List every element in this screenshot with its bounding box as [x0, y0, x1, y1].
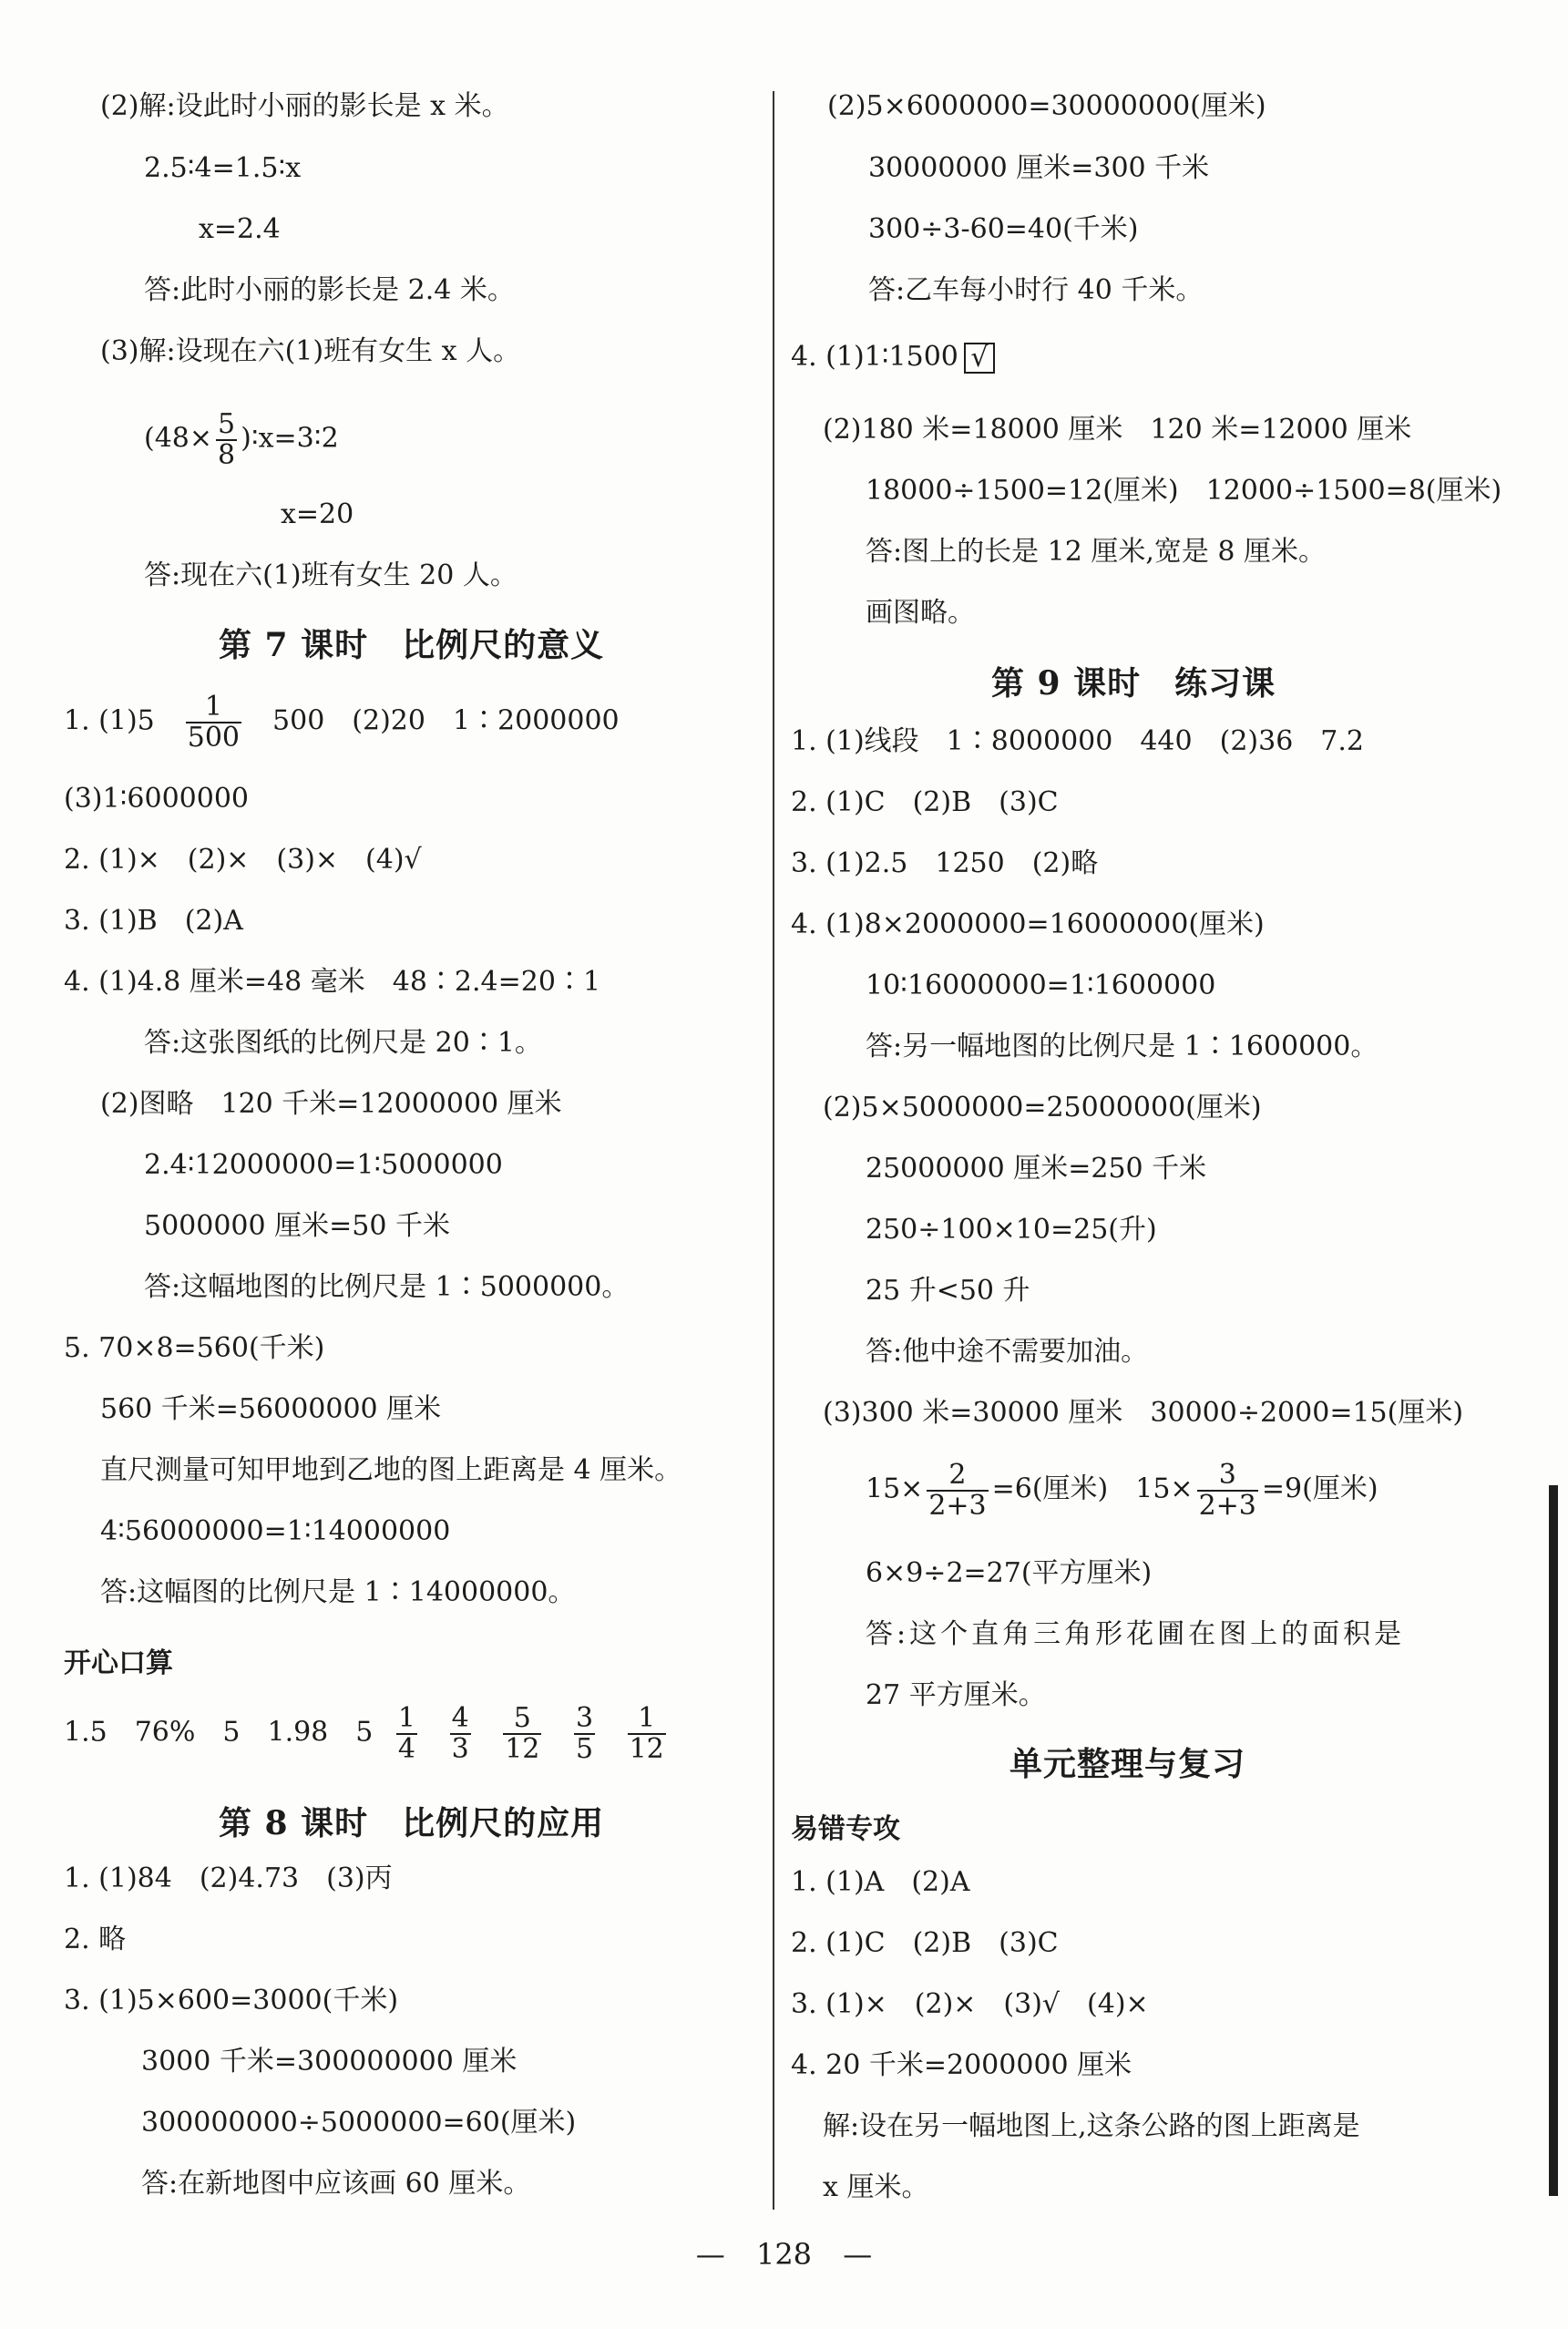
- line: (2)5×6000000=30000000(厘米): [827, 90, 1266, 122]
- line: 4∶56000000=1∶14000000: [100, 1515, 451, 1547]
- denominator: 12: [629, 1732, 664, 1765]
- numerator: 1: [397, 1702, 416, 1734]
- line: 答:他中途不需要加油。: [866, 1336, 1149, 1368]
- line: 2. (1)× (2)× (3)× (4)√: [64, 844, 422, 876]
- line: (3)1∶6000000: [64, 783, 249, 815]
- denominator: 2+3: [1198, 1489, 1256, 1522]
- text: 500 (2)20 1∶2000000: [272, 704, 620, 737]
- dash-left: —: [695, 2237, 725, 2272]
- line: 解:设在另一幅地图上,这条公路的图上距离是: [823, 2110, 1360, 2142]
- line: 4. 20 千米=2000000 厘米: [791, 2049, 1132, 2081]
- line: 30000000 厘米=300 千米: [868, 152, 1210, 184]
- text: )∶x=3∶2: [241, 422, 339, 455]
- subheading-error-prone: 易错专攻: [791, 1813, 900, 1845]
- fraction: [503, 1704, 541, 1763]
- numerator: 1: [628, 1704, 666, 1735]
- line: x=2.4: [199, 213, 281, 245]
- line: 直尺测量可知甲地到乙地的图上距离是 4 厘米。: [100, 1454, 682, 1486]
- fraction: [216, 410, 237, 469]
- text: 1. (1)5: [64, 704, 155, 737]
- denominator: 2+3: [928, 1489, 987, 1522]
- numerator: 4: [451, 1702, 469, 1734]
- dash-right: —: [843, 2237, 873, 2272]
- fraction: [186, 693, 241, 752]
- subheading-mental-math: 开心口算: [64, 1647, 173, 1679]
- line: 3. (1)× (2)× (3)√ (4)×: [791, 1988, 1149, 2020]
- fraction: [396, 1704, 417, 1763]
- line: (3)300 米=30000 厘米 30000÷2000=15(厘米): [823, 1397, 1464, 1429]
- line: 2.4∶12000000=1∶5000000: [144, 1149, 503, 1181]
- line: 1. (1)A (2)A: [791, 1866, 970, 1898]
- fraction: [450, 1704, 471, 1763]
- line: 1. (1)84 (2)4.73 (3)丙: [64, 1862, 393, 1894]
- fraction-line: [144, 410, 339, 469]
- line: 4. (1)8×2000000=16000000(厘米): [791, 908, 1265, 940]
- line: 2. 略: [64, 1924, 127, 1955]
- fraction: [574, 1704, 595, 1763]
- line: 答:现在六(1)班有女生 20 人。: [144, 559, 518, 591]
- fraction-line: [64, 693, 620, 752]
- line: 答:这个直角三角形花圃在图上的面积是: [866, 1618, 1406, 1650]
- line: 答:这幅地图的比例尺是 1∶5000000。: [144, 1271, 630, 1303]
- line: 5. 70×8=560(千米): [64, 1332, 325, 1364]
- denominator: 8: [218, 438, 236, 471]
- line: x 厘米。: [823, 2171, 929, 2203]
- line-with-checkbox: [791, 342, 995, 374]
- line: 2. (1)C (2)B (3)C: [791, 786, 1059, 818]
- line: 答:这幅图的比例尺是 1∶14000000。: [100, 1576, 576, 1608]
- line: 5000000 厘米=50 千米: [144, 1210, 450, 1242]
- line: 2.5∶4=1.5∶x: [144, 152, 302, 184]
- line: (3)解:设现在六(1)班有女生 x 人。: [100, 335, 521, 367]
- fraction: [927, 1461, 988, 1520]
- denominator: 5: [575, 1732, 594, 1765]
- line: 18000÷1500=12(厘米) 12000÷1500=8(厘米): [866, 475, 1502, 507]
- fraction-line: [866, 1461, 1378, 1520]
- text: (48×: [144, 422, 213, 455]
- text: =6(厘米) 15×: [991, 1472, 1194, 1505]
- fraction: [1197, 1461, 1258, 1520]
- section-title-lesson-8: 第 8 课时 比例尺的应用: [219, 1804, 605, 1842]
- column-divider: [773, 91, 774, 2210]
- line: 答:这张图纸的比例尺是 20∶1。: [144, 1027, 542, 1059]
- numerator: 5: [503, 1704, 541, 1735]
- line: 250÷100×10=25(升): [866, 1214, 1157, 1246]
- line: 25 升<50 升: [866, 1275, 1030, 1307]
- line: 4. (1)4.8 厘米=48 毫米 48∶2.4=20∶1: [64, 966, 601, 998]
- denominator: 12: [505, 1732, 540, 1765]
- numerator: 3: [575, 1702, 594, 1734]
- section-title-lesson-9: 第 9 课时 练习课: [991, 664, 1276, 703]
- text: =9(厘米): [1261, 1472, 1378, 1505]
- line: (2)图略 120 千米=12000000 厘米: [100, 1088, 562, 1120]
- text: 4. (1)1∶1500: [791, 341, 958, 373]
- line: 27 平方厘米。: [866, 1679, 1046, 1711]
- text: 1.5 76% 5 1.98 5: [64, 1716, 374, 1749]
- line: (2)180 米=18000 厘米 120 米=12000 厘米: [823, 414, 1412, 446]
- line: 画图略。: [866, 597, 975, 629]
- line: 3. (1)5×600=3000(千米): [64, 1985, 399, 2016]
- section-title-lesson-7: 第 7 课时 比例尺的意义: [219, 626, 605, 664]
- page-edge-shadow: [1549, 1485, 1558, 2196]
- line: 1. (1)线段 1∶8000000 440 (2)36 7.2: [791, 725, 1364, 757]
- line: 300000000÷5000000=60(厘米): [141, 2107, 577, 2139]
- line: 答:图上的长是 12 厘米,宽是 8 厘米。: [866, 536, 1327, 568]
- line: 2. (1)C (2)B (3)C: [791, 1927, 1059, 1959]
- line: x=20: [281, 498, 354, 530]
- line: 答:在新地图中应该画 60 厘米。: [141, 2168, 531, 2200]
- denominator: 500: [187, 721, 241, 754]
- check-mark-box: √: [964, 343, 995, 374]
- line: 答:另一幅地图的比例尺是 1∶1600000。: [866, 1031, 1378, 1062]
- numerator: 2: [927, 1461, 988, 1492]
- line: 3000 千米=300000000 厘米: [141, 2046, 518, 2078]
- denominator: 4: [397, 1732, 416, 1765]
- denominator: 3: [451, 1732, 469, 1765]
- page-number: 128: [755, 2237, 813, 2272]
- line: 300÷3-60=40(千米): [868, 213, 1139, 245]
- line: 6×9÷2=27(平方厘米): [866, 1557, 1153, 1589]
- numerator: 3: [1197, 1461, 1258, 1492]
- line: 3. (1)2.5 1250 (2)略: [791, 847, 1099, 879]
- fraction-line: [64, 1704, 670, 1763]
- numerator: 1: [186, 693, 241, 723]
- line: 10∶16000000=1∶1600000: [866, 970, 1216, 1001]
- page-footer: [0, 2237, 1568, 2272]
- line: 560 千米=56000000 厘米: [100, 1393, 442, 1425]
- section-title-unit-review: 单元整理与复习: [1009, 1745, 1246, 1783]
- line: (2)5×5000000=25000000(厘米): [823, 1092, 1262, 1123]
- text: 15×: [866, 1472, 924, 1505]
- line: 答:乙车每小时行 40 千米。: [868, 274, 1204, 306]
- line: (2)解:设此时小丽的影长是 x 米。: [100, 90, 509, 122]
- line: 答:此时小丽的影长是 2.4 米。: [144, 274, 515, 306]
- numerator: 5: [218, 408, 236, 440]
- fraction: [628, 1704, 666, 1763]
- line: 3. (1)B (2)A: [64, 905, 243, 937]
- line: 25000000 厘米=250 千米: [866, 1153, 1207, 1185]
